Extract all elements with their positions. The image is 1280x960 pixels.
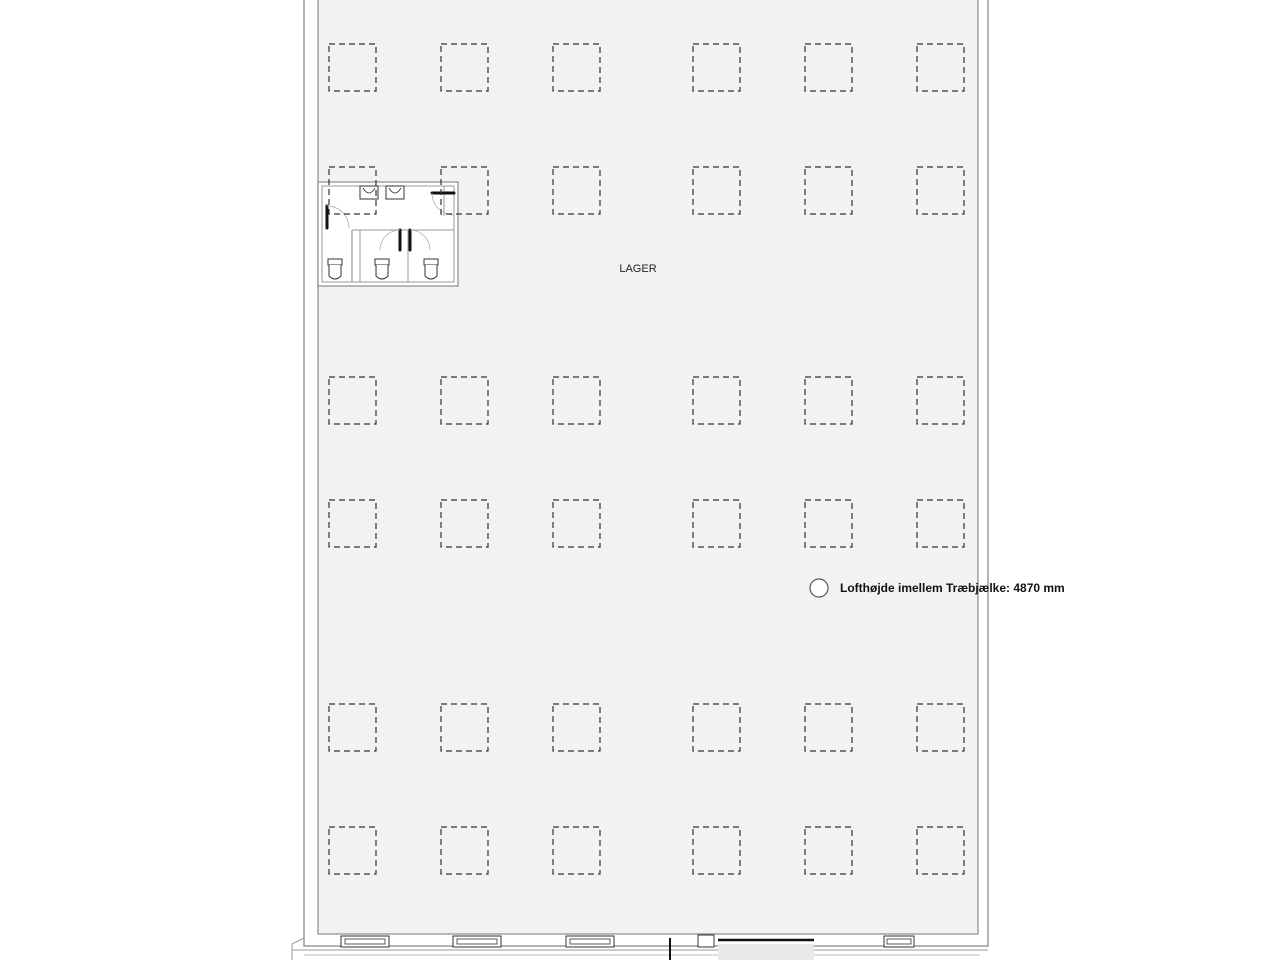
sink-icon <box>360 186 378 199</box>
sink-icon <box>386 186 404 199</box>
toilet-icon <box>375 259 389 279</box>
ceiling-height-text: Lofthøjde imellem Træbjælke: 4870 mm <box>840 581 1065 595</box>
toilet-icon <box>328 259 342 279</box>
room-label: LAGER <box>619 263 657 275</box>
floor-area-lager <box>318 0 978 934</box>
window-icon <box>884 936 914 947</box>
toilet-icon <box>424 259 438 279</box>
window-icon <box>566 936 614 947</box>
bathroom-block <box>318 182 458 286</box>
circle-marker-icon <box>810 579 828 597</box>
window-icon <box>341 936 389 947</box>
window-icon <box>453 936 501 947</box>
ceiling-height-legend <box>810 579 1065 597</box>
